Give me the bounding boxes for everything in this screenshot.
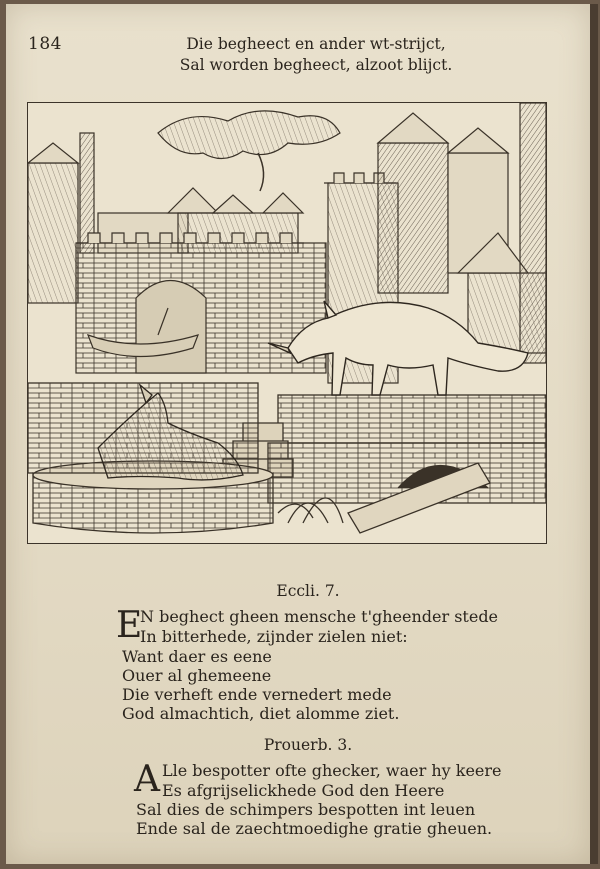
engraving-svg — [28, 103, 546, 543]
drop-cap: A — [134, 759, 160, 800]
page-header — [126, 34, 506, 76]
verse-block-1 — [6, 582, 590, 600]
verse-line: Sal dies de schimpers bespotten int leuen — [136, 800, 476, 819]
book-page — [6, 4, 598, 864]
verse-line: In bitterhede, zijnder zielen niet: — [140, 627, 408, 646]
verse-reference: Prouerb. 3. — [263, 736, 353, 754]
header-line-2: Sal worden begheect, alzoot blijct. — [179, 56, 453, 74]
verse-reference: Eccli. 7. — [276, 582, 340, 600]
verse-line: Die verheft ende vernedert mede — [122, 685, 392, 704]
verse-block-2 — [6, 736, 590, 754]
verse-line: N beghect gheen mensche t'gheender stede — [140, 607, 499, 626]
verse-line: God almachtich, diet alomme ziet. — [122, 704, 400, 723]
page-number: 184 — [28, 34, 62, 54]
verse-line: Lle bespotter ofte ghecker, waer hy keere — [162, 761, 502, 780]
header-line-1: Die begheect en ander wt-strijct, — [186, 35, 446, 53]
engraving-illustration — [27, 102, 547, 544]
verse-line: Want daer es eene — [122, 647, 272, 666]
drop-cap: E — [116, 605, 143, 646]
verse-line: Ende sal de zaechtmoedighe gratie gheuen. — [136, 819, 493, 838]
verse-line: Es afgrijselickhede God den Heere — [162, 781, 445, 800]
verse-line: Ouer al ghemeene — [122, 666, 272, 685]
